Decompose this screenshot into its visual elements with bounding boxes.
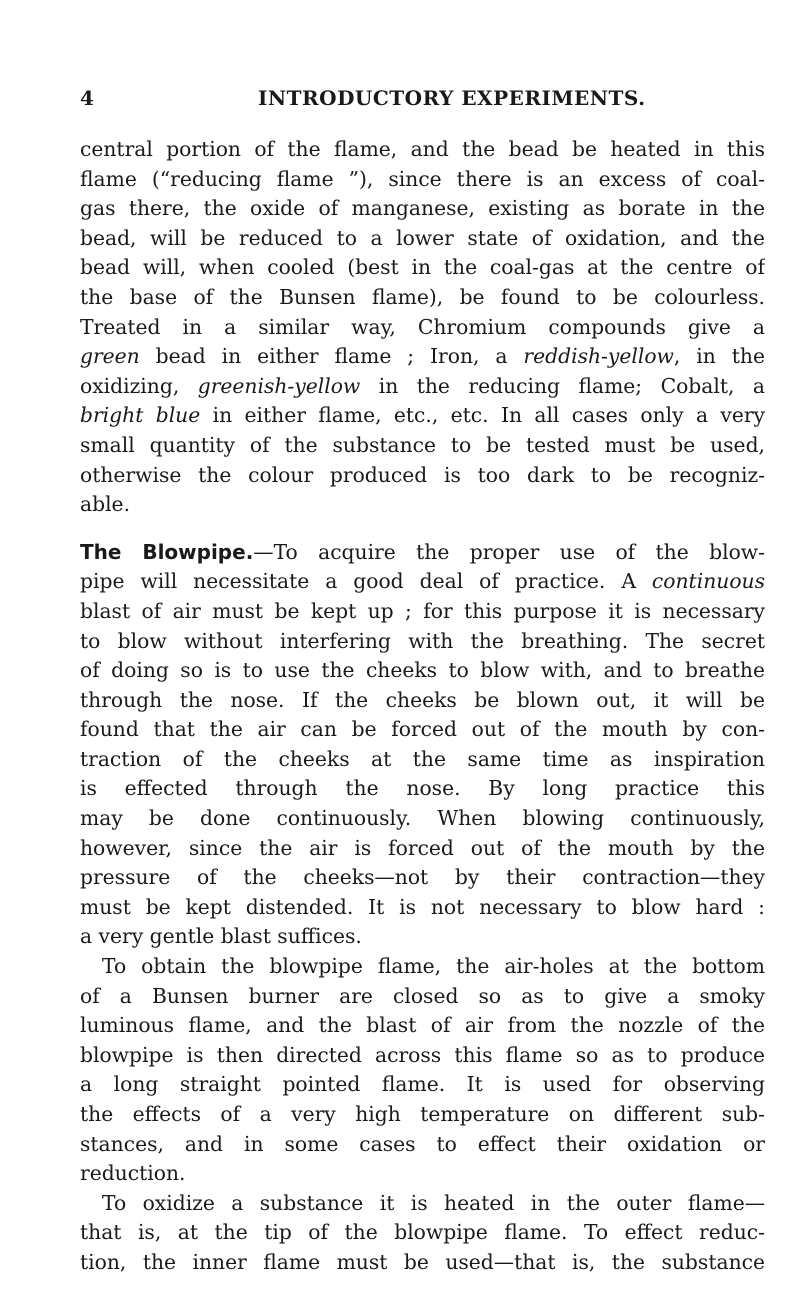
text-line: found that the air can be forced out of the mouth by con- [80,717,765,742]
text-line: through the nose. If the cheeks be blown out, it will be [80,687,765,712]
text-line: bead, will be reduced to a lower state of oxidation, and the [80,225,765,250]
body-text [80,135,765,1278]
paragraph-blowpipe-flame [80,952,765,1189]
text-line: To obtain the blowpipe flame, the air-holes at the bottom [102,954,765,979]
text-line: of a Bunsen burner are closed so as to give a smoky [80,983,765,1008]
paragraph-blowpipe [80,538,765,952]
italic-term-greenish-yellow: greenish-yellow [197,373,361,398]
text-line: gas there, the oxide of manganese, existing as borate in the [80,196,765,221]
text-line: to blow without interfering with the breathing. The secret [80,628,765,653]
italic-term-reddish-yellow: reddish-yellow [523,344,674,369]
text-line: of doing so is to use the cheeks to blow with, and to breathe [80,658,765,683]
text-line: the base of the Bunsen flame), be found to be colourless. [80,284,765,309]
text-line: pressure of the cheeks—not by their contraction—they [80,865,765,890]
text-line: To oxidize a substance it is heated in the outer flame— [102,1190,765,1215]
text-line: green bead in either flame ; Iron, a reddish-yellow, in the [80,344,765,369]
italic-term-green: green [80,344,140,369]
paragraph-flame-beads [80,135,765,520]
text-line: small quantity of the substance to be tested must be used, [80,432,765,457]
text-line: bead will, when cooled (best in the coal-gas at the centre of [80,255,765,280]
text-line: the effects of a very high temperature on different sub- [80,1102,765,1126]
paragraph-oxidize [80,1189,765,1278]
paragraph-gap [80,520,765,538]
text-line: able. [80,492,131,517]
section-heading: The Blowpipe. [80,539,254,564]
text-line: tion, the inner flame must be used—that is, the substance [80,1249,765,1274]
page-number: 4 [80,86,95,110]
text-line: Treated in a similar way, Chromium compounds give a [80,314,765,339]
running-head: INTRODUCTORY EXPERIMENTS. [258,86,646,110]
text-line: a very gentle blast suffices. [80,924,362,949]
text-line: traction of the cheeks at the same time as inspiration [80,746,765,771]
text-line: central portion of the flame, and the bead be heated in this [80,137,765,161]
text-line: blast of air must be kept up ; for this purpose it is necessary [80,598,765,623]
text-line: is effected through the nose. By long practice this [80,776,765,801]
text-line: otherwise the colour produced is too dark to be recogniz- [80,462,765,487]
text-line: blowpipe is then directed across this flame so as to produce [80,1042,765,1067]
text-line: oxidizing, greenish-yellow in the reducing flame; Cobalt, a [80,373,765,398]
text-line: bright blue in either flame, etc., etc. In all cases only a very [80,403,765,428]
text-line: reduction. [80,1161,186,1186]
text-line: stances, and in some cases to effect their oxidation or [80,1131,765,1156]
text-line: that is, at the tip of the blowpipe flame. To effect reduc- [80,1220,765,1245]
text-line: must be kept distended. It is not necessary to blow hard : [80,894,765,919]
text-line: luminous flame, and the blast of air from the nozzle of the [80,1013,765,1038]
italic-term-continuous: continuous [651,569,765,594]
text-line: however, since the air is forced out of the mouth by the [80,835,765,860]
italic-term-bright-blue: bright blue [80,403,201,428]
text-line: flame (“reducing flame ”), since there is an excess of coal- [80,166,765,191]
text-line: The Blowpipe.—To acquire the proper use of the blow- [80,539,765,564]
text-line: a long straight pointed flame. It is used for observing [80,1072,765,1097]
text-line: pipe will necessitate a good deal of practice. A continuous [80,569,765,594]
text-line: may be done continuously. When blowing continuously, [80,806,765,831]
page-header [80,86,760,116]
